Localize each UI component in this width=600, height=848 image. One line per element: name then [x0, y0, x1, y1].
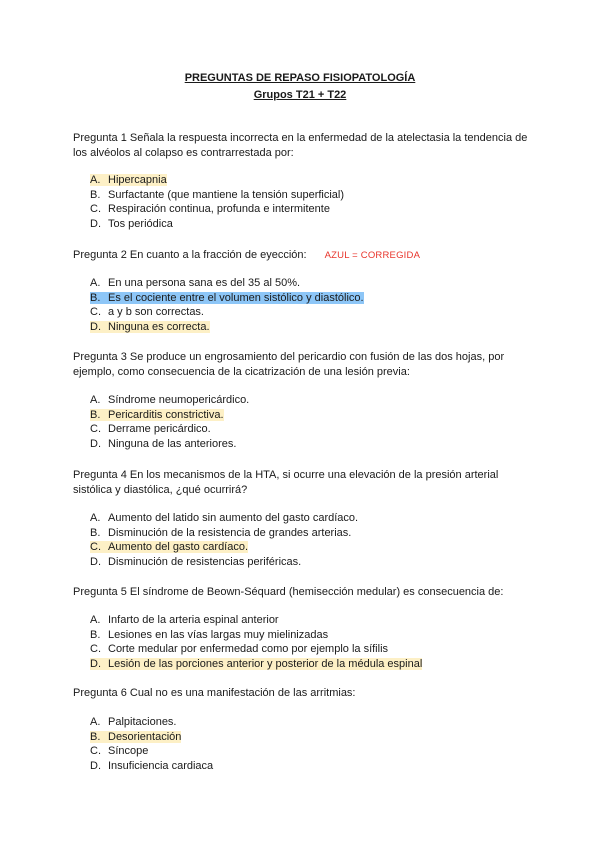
option-2a: [90, 276, 364, 291]
option-letter: D.: [90, 760, 101, 773]
option-letter: A.: [90, 174, 101, 186]
option-letter: C.: [90, 643, 101, 656]
option-text: Síndrome neumopericárdico.: [108, 394, 250, 406]
option-letter: B.: [90, 291, 101, 304]
option-letter: A.: [90, 716, 101, 728]
option-1b: [90, 188, 344, 203]
option-text: En una persona sana es del 35 al 50%.: [108, 277, 301, 289]
option-text: Palpitaciones.: [108, 716, 177, 728]
option-text: Aumento del gasto cardíaco.: [108, 541, 249, 554]
option-letter: A.: [90, 614, 101, 626]
option-4d: [90, 555, 358, 570]
question-5-options: [90, 613, 422, 672]
option-3d: [90, 437, 249, 452]
option-6b: [90, 730, 213, 745]
option-text: Ninguna de las anteriores.: [108, 438, 237, 451]
option-letter: D.: [90, 321, 101, 334]
option-2c: [90, 305, 364, 320]
option-2d: [90, 320, 364, 335]
option-letter: B.: [90, 408, 101, 421]
question-3-options: [90, 393, 249, 452]
option-letter: C.: [90, 306, 101, 319]
option-text: Infarto de la arteria espinal anterior: [108, 614, 279, 626]
option-text: Tos periódica: [108, 218, 173, 231]
option-letter: C.: [90, 541, 101, 554]
option-letter: B.: [90, 188, 101, 201]
option-letter: B.: [90, 628, 101, 641]
option-text: Ninguna es correcta.: [108, 321, 210, 334]
option-text: Pericarditis constrictiva.: [108, 408, 224, 421]
option-4b: [90, 526, 358, 541]
option-letter: A.: [90, 512, 101, 524]
option-1c: [90, 202, 344, 217]
document-subtitle: Grupos T21 + T22: [253, 89, 347, 101]
option-letter: C.: [90, 423, 101, 436]
option-6d: [90, 759, 213, 774]
option-letter: C.: [90, 745, 101, 758]
option-text: Respiración continua, profunda e intermitente: [108, 203, 330, 216]
option-text: Hipercapnia: [108, 174, 167, 186]
question-6-options: [90, 715, 213, 774]
question-6-text: Pregunta 6 Cual no es una manifestación de las arritmias:: [73, 687, 356, 699]
option-text: Insuficiencia cardiaca: [108, 760, 214, 773]
question-2-label: Pregunta 2 En cuanto a la fracción de eyección:: [73, 249, 307, 261]
question-2-text: [73, 248, 533, 263]
option-text: Corte medular por enfermedad como por ejemplo la sífilis: [108, 643, 389, 656]
option-1a: [90, 173, 344, 188]
option-text: Derrame pericárdico.: [108, 423, 211, 436]
question-5-text: Pregunta 5 El síndrome de Beown-Séquard (hemisección medular) es consecuencia de:: [73, 586, 504, 598]
option-4c: [90, 540, 358, 555]
question-1-text: Pregunta 1 Señala la respuesta incorrecta en la enfermedad de la atelectasia la tendencia de los alvéolos al colapso es contrarrestada por:: [73, 132, 528, 159]
document-title: PREGUNTAS DE REPASO FISIOPATOLOGÍA: [184, 72, 416, 84]
option-letter: B.: [90, 526, 101, 539]
option-4a: [90, 511, 358, 526]
option-3b: [90, 408, 249, 423]
option-5c: [90, 642, 422, 657]
option-text: Disminución de resistencias periféricas.: [108, 556, 302, 569]
question-1-options: [90, 173, 344, 232]
question-4-options: [90, 511, 358, 570]
option-text: Surfactante (que mantiene la tensión superficial): [108, 188, 345, 201]
option-1d: [90, 217, 344, 232]
option-text: Disminución de la resistencia de grandes arterias.: [108, 526, 352, 539]
option-3a: [90, 393, 249, 408]
option-letter: D.: [90, 658, 101, 671]
option-5b: [90, 628, 422, 643]
option-2b: [90, 291, 364, 306]
option-text: a y b son correctas.: [108, 306, 204, 319]
option-3c: [90, 422, 249, 437]
option-text: Lesiones en las vías largas muy mielinizadas: [108, 628, 329, 641]
option-letter: B.: [90, 730, 101, 743]
option-text: Desorientación: [108, 730, 182, 743]
option-5a: [90, 613, 422, 628]
question-3-text: Pregunta 3 Se produce un engrosamiento del pericardio con fusión de las dos hojas, por ejemplo, como consecuencia de la cicatrización de una lesión previa:: [73, 351, 505, 378]
option-text: Síncope: [108, 745, 149, 758]
option-letter: A.: [90, 394, 101, 406]
option-letter: A.: [90, 277, 101, 289]
option-text: Lesión de las porciones anterior y posterior de la médula espinal: [108, 658, 423, 671]
option-5d: [90, 657, 422, 672]
question-2-options: [90, 276, 364, 335]
option-text: Es el cociente entre el volumen sistólico y diastólico.: [108, 291, 364, 304]
option-text: Aumento del latido sin aumento del gasto cardíaco.: [108, 512, 359, 524]
option-6a: [90, 715, 213, 730]
corrected-note: AZUL = CORREGIDA: [324, 250, 421, 261]
option-letter: C.: [90, 203, 101, 216]
option-letter: D.: [90, 218, 101, 231]
option-6c: [90, 744, 213, 759]
option-letter: D.: [90, 556, 101, 569]
question-4-text: Pregunta 4 En los mecanismos de la HTA, si ocurre una elevación de la presión arterial sistólica y diastólica, ¿qué ocurrirá?: [73, 469, 499, 496]
option-letter: D.: [90, 438, 101, 451]
